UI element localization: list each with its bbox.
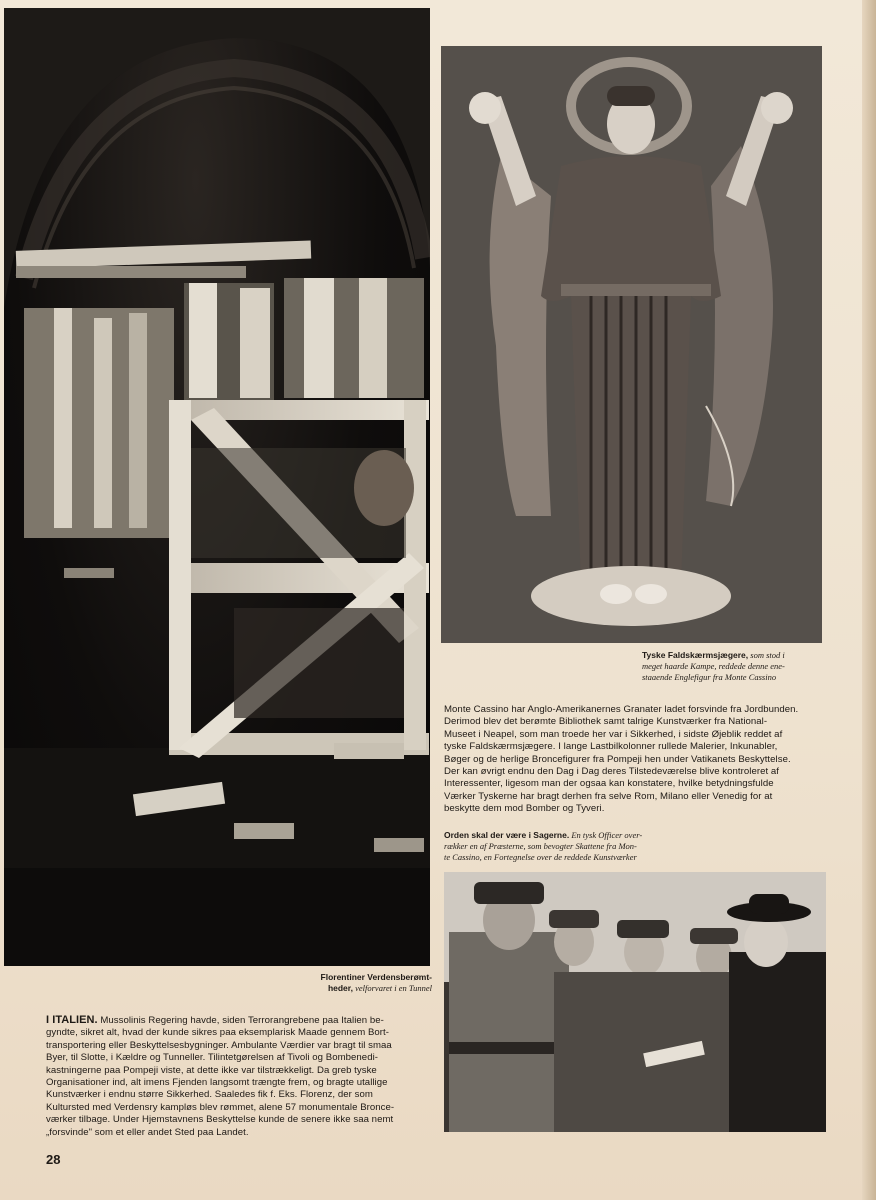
- article-line: Kunstværker i endnu større Sikkerhed. Saaledes fik f. Eks. Florenz, der som: [46, 1089, 373, 1101]
- angel-caption-title: Tyske Faldskærmsjægere,: [642, 650, 749, 660]
- article-headline: I ITALIEN.: [46, 1014, 98, 1026]
- officers-caption: [444, 830, 674, 863]
- article-line: Monte Cassino har Anglo-Amerikanernes Granater ladet forsvinde fra Jordbunden.: [444, 704, 799, 715]
- article-line: kastningerne paa Pompeji viste, at dette ikke var tilstrækkeligt. Da greb tyske: [46, 1064, 377, 1076]
- angel-caption-line-2: meget haarde Kampe, reddede denne ene-: [642, 661, 785, 671]
- page-edge: [862, 0, 876, 1200]
- officers-photo: [444, 872, 826, 1132]
- article-first-line: [46, 1014, 434, 1027]
- officers-caption-line-3: te Cassino, en Fortegnelse over de reddede Kunstværker: [444, 852, 637, 862]
- officers-caption-line-1: En tysk Officer over-: [571, 830, 643, 840]
- article-line: „forsvinde" som et eller andet Sted paa Landet.: [46, 1126, 249, 1138]
- article-line: tyske Faldskærmsjægere. I lange Lastbilkolonner rullede Malerier, Inkunabler,: [444, 741, 778, 753]
- tunnel-caption-title-1: Florentiner Verdensberømt-: [320, 972, 432, 982]
- tunnel-caption-line: velforvaret i en Tunnel: [355, 983, 432, 993]
- angel-caption: [642, 650, 824, 683]
- article-line: Byer, til Slotte, i Kældre og Tunneller. Tilintetgørelsen af Tivoli og Bombenedi-: [46, 1052, 379, 1064]
- article-line: Bøger og de herlige Broncefigurer fra Pompeji hen under Vatikanets Beskyttelse.: [444, 753, 791, 765]
- tunnel-caption-title-2: heder,: [327, 983, 353, 993]
- article-paragraph-right: [444, 704, 828, 816]
- angel-photo-drawing: [441, 46, 822, 643]
- article-line: værker tilbage. Under Hjemstavnens Beskyttelse kunde de senere ikke saa nemt: [46, 1114, 394, 1126]
- tunnel-photo-drawing: [4, 8, 430, 966]
- article-line: Værker Tyskerne har bragt derhen fra selve Rom, Milano eller Venedig for at: [444, 790, 773, 802]
- article-line: Kultursted med Verdensry kampløs blev rømmet, alene 57 monumentale Bronce-: [46, 1101, 395, 1113]
- officers-photo-drawing: [444, 872, 826, 1132]
- tunnel-photo: [4, 8, 430, 966]
- article-line: Museet i Neapel, som man troede her var i Sikkerhed, i sidste Øjeblik reddet af: [444, 728, 783, 740]
- angel-caption-line-1: som stod i: [750, 650, 785, 660]
- article-line: Interessenter, ligesom man der ogsaa kan konstatere, hvilke betydningsfulde: [444, 778, 774, 790]
- article-line: Derimod blev det berømte Bibliothek samt talrige Kunstværker fra National-: [444, 716, 768, 728]
- officers-caption-line-2: rækker en af Præsterne, som bevogter Skattene fra Mon-: [444, 841, 637, 851]
- tunnel-caption: [292, 972, 432, 994]
- article-paragraph-left: [46, 1014, 434, 1139]
- article-line: transportering eller Beskyttelsesbygninger. Ambulante Værdier var bragt til smaa: [46, 1039, 392, 1051]
- angel-caption-line-3: staaende Englefigur fra Monte Cassino: [642, 672, 777, 682]
- article-line: Organisationer ind, alt imens Fjenden langsomt trængte frem, og bragte utallige: [46, 1077, 388, 1089]
- page-number: 28: [46, 1152, 61, 1167]
- officers-caption-title: Orden skal der være i Sagerne.: [444, 830, 570, 840]
- article-line: beskytte dem mod Bomber og Tyveri.: [444, 803, 605, 815]
- article-line: Mussolinis Regering havde, siden Terrorangrebene paa Italien be-: [100, 1015, 384, 1026]
- angel-photo: [441, 46, 822, 643]
- article-line: gyndte, sikret alt, hvad der kunde sikres paa eksemplarisk Maade gennem Bort-: [46, 1027, 389, 1039]
- article-line: Der kan øvrigt endnu den Dag i Dag deres Tilstedeværelse blive kontroleret af: [444, 766, 780, 778]
